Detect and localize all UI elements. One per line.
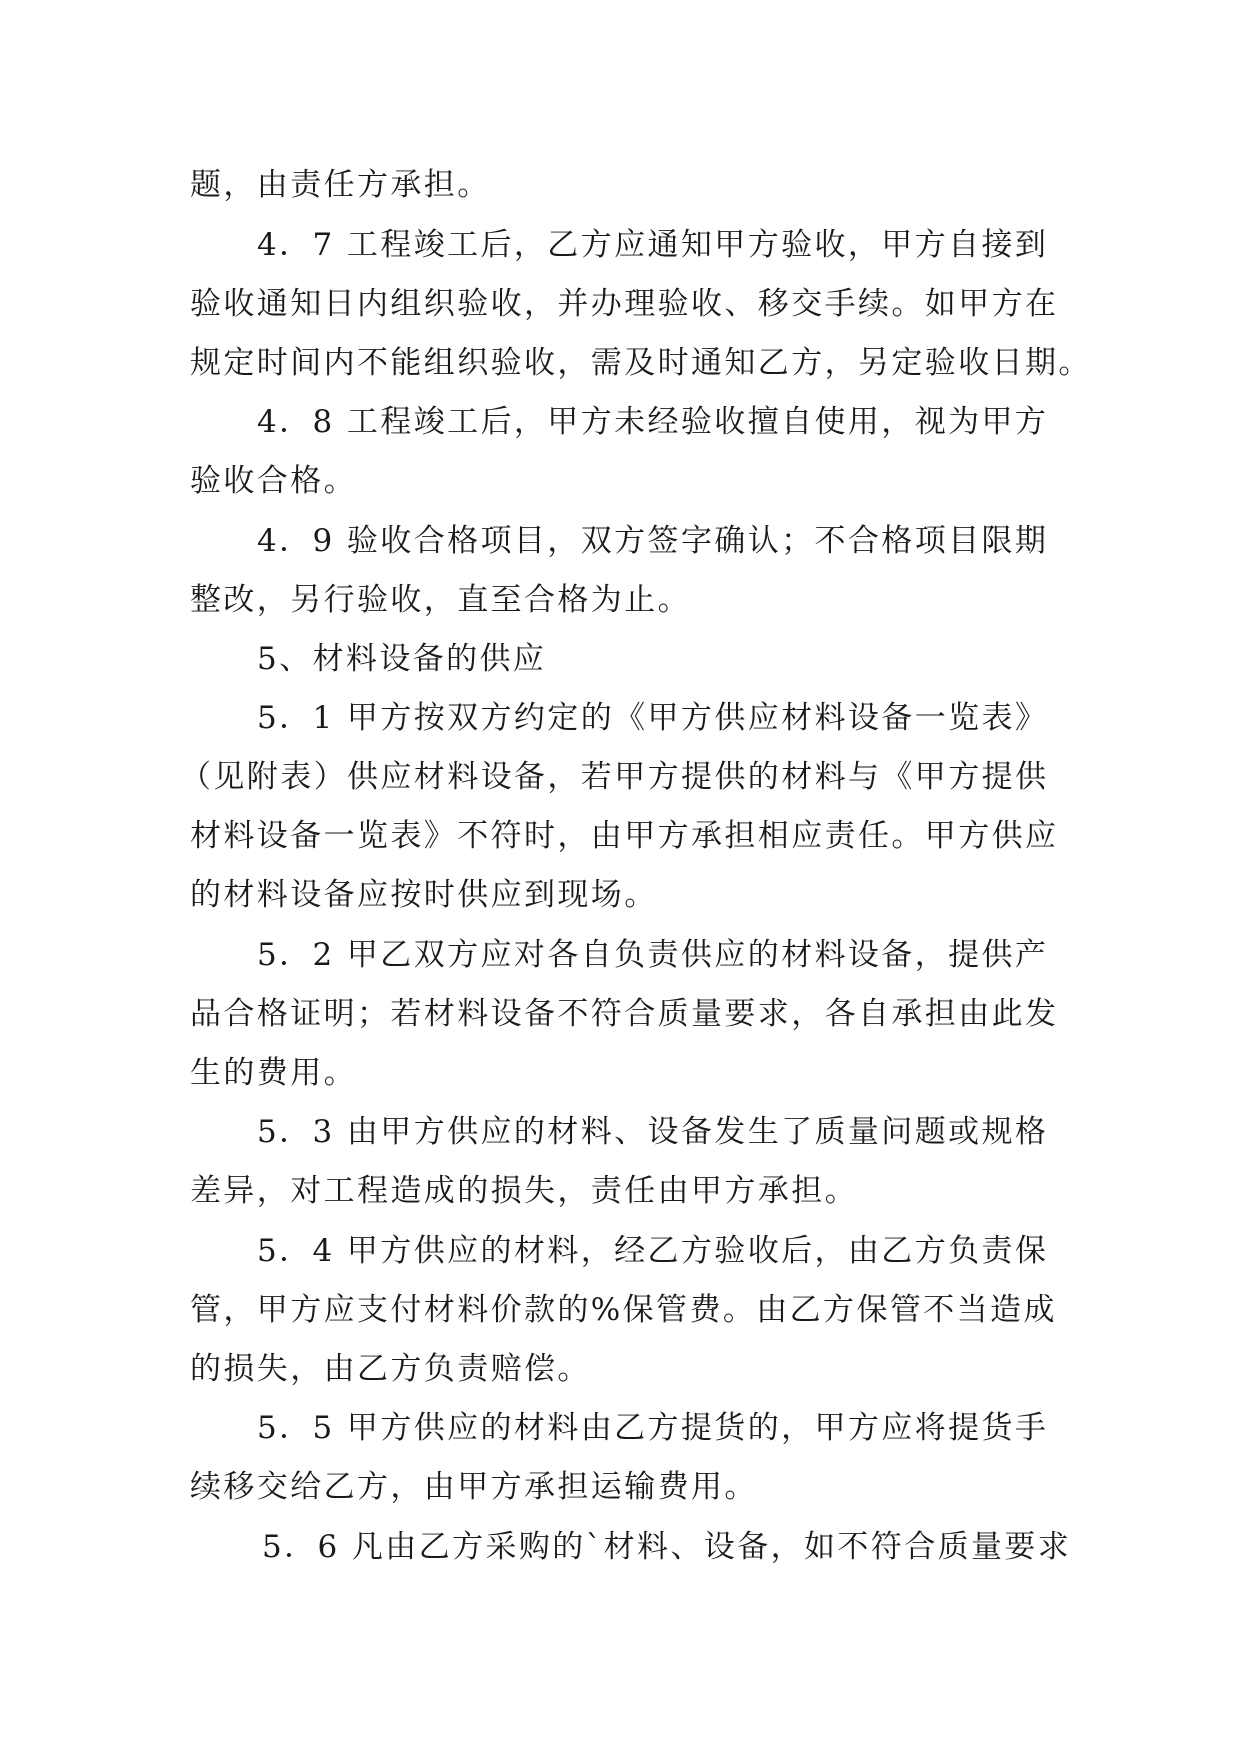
text-line: 题，由责任方承担。 (190, 167, 491, 203)
text-line: 5．1 甲方按双方约定的《甲方供应材料设备一览表》 (257, 700, 1049, 736)
text-line: 的损失，由乙方负责赔偿。 (190, 1351, 591, 1387)
text-line: 4．9 验收合格项目，双方签字确认；不合格项目限期 (257, 523, 1049, 559)
text-line: 品合格证明；若材料设备不符合质量要求，各自承担由此发 (190, 996, 1059, 1032)
text-line: 生的费用。 (190, 1055, 357, 1091)
text-line: 续移交给乙方，由甲方承担运输费用。 (190, 1469, 758, 1505)
text-line: 的材料设备应按时供应到现场。 (190, 877, 658, 913)
text-line: 管，甲方应支付材料价款的%保管费。由乙方保管不当造成 (190, 1292, 1057, 1328)
text-line: 5．6 凡由乙方采购的`材料、设备，如不符合质量要求 (262, 1529, 1072, 1565)
text-line: 差异，对工程造成的损失，责任由甲方承担。 (190, 1173, 858, 1209)
text-line: 材料设备一览表》不符时，由甲方承担相应责任。甲方供应 (190, 818, 1059, 854)
text-line: 规定时间内不能组织验收，需及时通知乙方，另定验收日期。 (190, 345, 1092, 381)
text-line: 整改，另行验收，直至合格为止。 (190, 582, 691, 618)
section-heading: 5、材料设备的供应 (257, 641, 547, 677)
text-line: 4．7 工程竣工后，乙方应通知甲方验收，甲方自接到 (257, 227, 1049, 263)
text-line: 4．8 工程竣工后，甲方未经验收擅自使用，视为甲方 (257, 404, 1049, 440)
text-line: 5．3 由甲方供应的材料、设备发生了质量问题或规格 (257, 1114, 1049, 1150)
text-line: 5．5 甲方供应的材料由乙方提货的，甲方应将提货手 (257, 1410, 1049, 1446)
text-line: 5．4 甲方供应的材料，经乙方验收后，由乙方负责保 (257, 1233, 1049, 1269)
text-line: （见附表）供应材料设备，若甲方提供的材料与《甲方提供 (180, 759, 1049, 795)
text-line: 验收合格。 (190, 463, 357, 499)
text-line: 验收通知日内组织验收，并办理验收、移交手续。如甲方在 (190, 286, 1059, 322)
text-line: 5．2 甲乙双方应对各自负责供应的材料设备，提供产 (257, 937, 1049, 973)
